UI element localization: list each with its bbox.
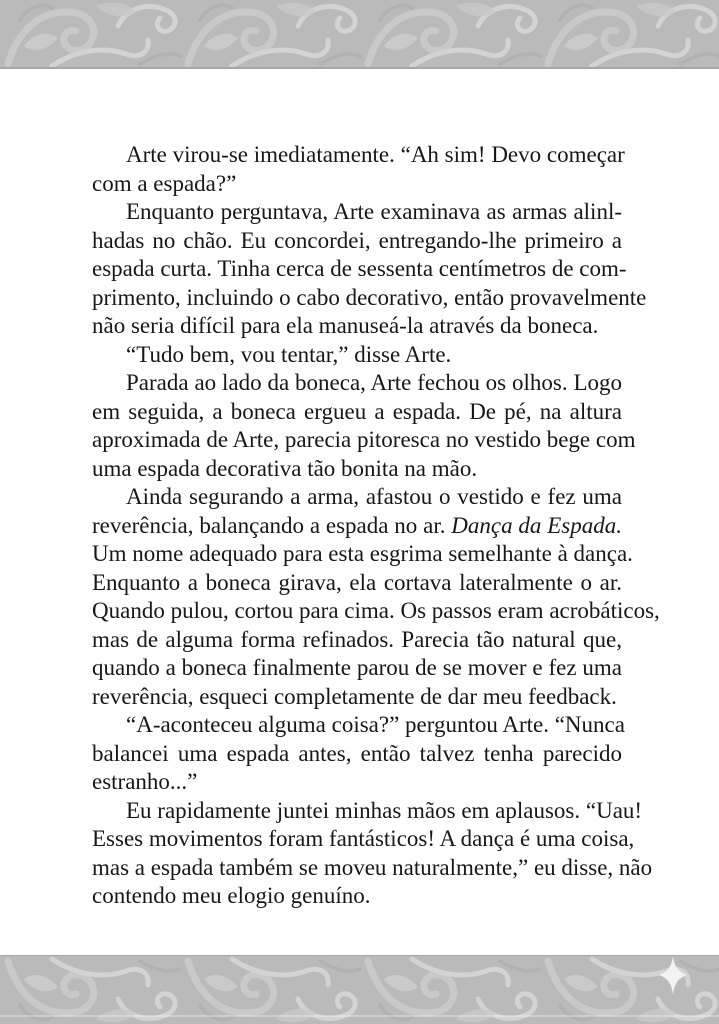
text-line: contendo meu elogio genuíno. bbox=[92, 883, 371, 908]
text-line: Esses movimentos foram fantásticos! A dança é uma coisa, bbox=[92, 826, 635, 851]
text-line: Ainda segurando a arma, afastou o vestido e fez uma bbox=[126, 484, 622, 509]
text-line: mas de alguma forma refinados. Parecia tão natural que, bbox=[92, 626, 622, 652]
text-line: espada curta. Tinha cerca de sessenta centímetros de com- bbox=[92, 256, 627, 281]
sparkle-icon bbox=[657, 956, 689, 996]
text-line: com a espada?” bbox=[92, 170, 237, 196]
text-line: Parada ao lado da boneca, Arte fechou os olhos. Logo bbox=[126, 370, 622, 395]
text-line: hadas no chão. Eu concordei, entregando-lhe primeiro a bbox=[92, 227, 622, 253]
damask-pattern-icon bbox=[0, 0, 719, 69]
text-line: Um nome adequado para esta esgrima semelhante à dança. bbox=[92, 541, 633, 566]
page-text bbox=[92, 141, 660, 911]
text-line: aproximada de Arte, parecia pitoresca no vestido bege com bbox=[92, 427, 636, 452]
text-line: balancei uma espada antes, então talvez tenha parecido bbox=[92, 740, 622, 766]
text-line: estranho...” bbox=[92, 769, 198, 794]
text-line: Arte virou-se imediatamente. “Ah sim! Devo começar bbox=[126, 142, 625, 167]
text-line: quando a boneca finalmente parou de se mover e fez uma bbox=[92, 655, 622, 680]
top-ornament-band bbox=[0, 0, 719, 69]
text-line: reverência, balançando a espada no ar. Dança da Espada. bbox=[92, 512, 622, 538]
paragraph bbox=[92, 141, 625, 198]
text-line: reverência, esqueci completamente de dar meu feedback. bbox=[92, 683, 617, 709]
text-line: Enquanto a boneca girava, ela cortava lateralmente o ar. bbox=[92, 569, 622, 595]
text-line: mas a espada também se moveu naturalmente,” eu disse, não bbox=[92, 854, 653, 880]
damask-pattern-icon bbox=[0, 956, 719, 1024]
text-line: primento, incluindo o cabo decorativo, então provavelmente bbox=[92, 284, 647, 310]
text-line: Quando pulou, cortou para cima. Os passos eram acrobáticos, bbox=[92, 598, 660, 623]
paragraph bbox=[92, 369, 636, 483]
paragraph bbox=[92, 483, 660, 711]
paragraph bbox=[92, 198, 647, 341]
text-line: Eu rapidamente juntei minhas mãos em aplausos. “Uau! bbox=[126, 797, 643, 823]
bottom-ornament-band bbox=[0, 955, 719, 1024]
text-line: “Tudo bem, vou tentar,” disse Arte. bbox=[126, 341, 452, 367]
text-line: uma espada decorativa tão bonita na mão. bbox=[92, 455, 478, 481]
paragraph bbox=[92, 797, 653, 911]
paragraph bbox=[92, 711, 625, 797]
text-line: “A-aconteceu alguma coisa?” perguntou Arte. “Nunca bbox=[126, 712, 625, 737]
paragraph bbox=[92, 341, 622, 370]
text-line: Enquanto perguntava, Arte examinava as armas alinl- bbox=[126, 199, 622, 224]
text-line: em seguida, a boneca ergueu a espada. De pé, na altura bbox=[92, 398, 622, 424]
text-line: não seria difícil para ela manuseá-la através da boneca. bbox=[92, 313, 599, 338]
